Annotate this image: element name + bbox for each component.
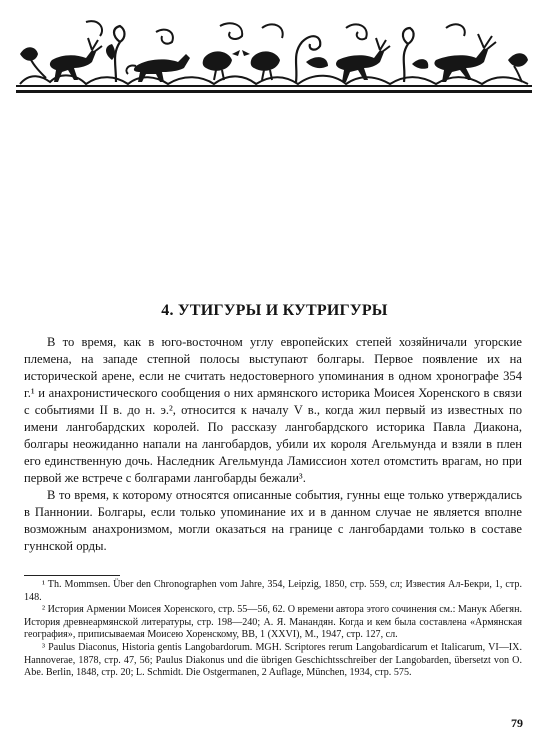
footnote-divider — [24, 575, 120, 576]
animal-frieze-ornament — [16, 14, 532, 96]
paragraph: В то время, как в юго-восточном углу европейских степей хозяйничали угорские племена, на западе степной полосы выступают болгары. Первое появление их на исторической арене, если не считать недостоверного упоминания в одном хронографе 354 г.¹ и анахронистического сообщения о них армянского историка Моисея Хоренского в связи с событиями II в. до н. э.², относится к началу V в., когда жил первый из известных по имени лангобардских королей. По рассказу лангобардского историка Павла Диакона, болгары неожиданно напали на лангобардов, убили их короля Агельмунда и взяли в плен его единственную дочь. Наследник Агельмунда Ламиссион хотел отомстить врагам, но при первой же встрече с болгарами лангобарды бежали³. — [24, 335, 522, 485]
chapter-title: 4. УТИГУРЫ И КУТРИГУРЫ — [161, 302, 388, 319]
paragraph: В то время, к которому относятся описанные события, гунны еще только утверждались в Паннонии. Болгары, если только упоминание их и в данном случае не является вполне возможным анахронизмом, могли оказаться на границе с лангобардами только в составе гуннской орды. — [24, 488, 522, 553]
footnote: ² История Армении Моисея Хоренского, стр. 55—56, 62. О времени автора этого сочинения см.: Манук Абегян. История древнеармянской литературы, стр. 198—240; А. Я. Манандян. Когда и кем была составлена «Армянская география», приписываемая Моисею Хоренскому, ВВ, 1 (XXVI), М., 1947, стр. 127, сл. — [24, 604, 522, 641]
footnote: ¹ Th. Mommsen. Über den Chronographen vom Jahre, 354, Leipzig, 1850, стр. 559, сл; Известия Ал-Бекри, 1, стр. 148. — [24, 579, 522, 603]
body-text — [24, 334, 522, 555]
footnotes — [24, 579, 522, 680]
page-number: 79 — [511, 716, 523, 730]
footnote: ³ Paulus Diaconus, Historia gentis Langobardorum. MGH. Scriptores rerum Langobardicarum et Italicarum, VI—IX. Hannoverae, 1878, стр. 47, 56; Paulus Diakonus und die übrigen Geschichtsschreiber der Langobarden, übersetzt von O. Abe. Berlin, 1848, стр. 20; L. Schmidt. Die Ostgermanen, 2 Auflage, München, 1934, стр. 575. — [24, 641, 522, 679]
